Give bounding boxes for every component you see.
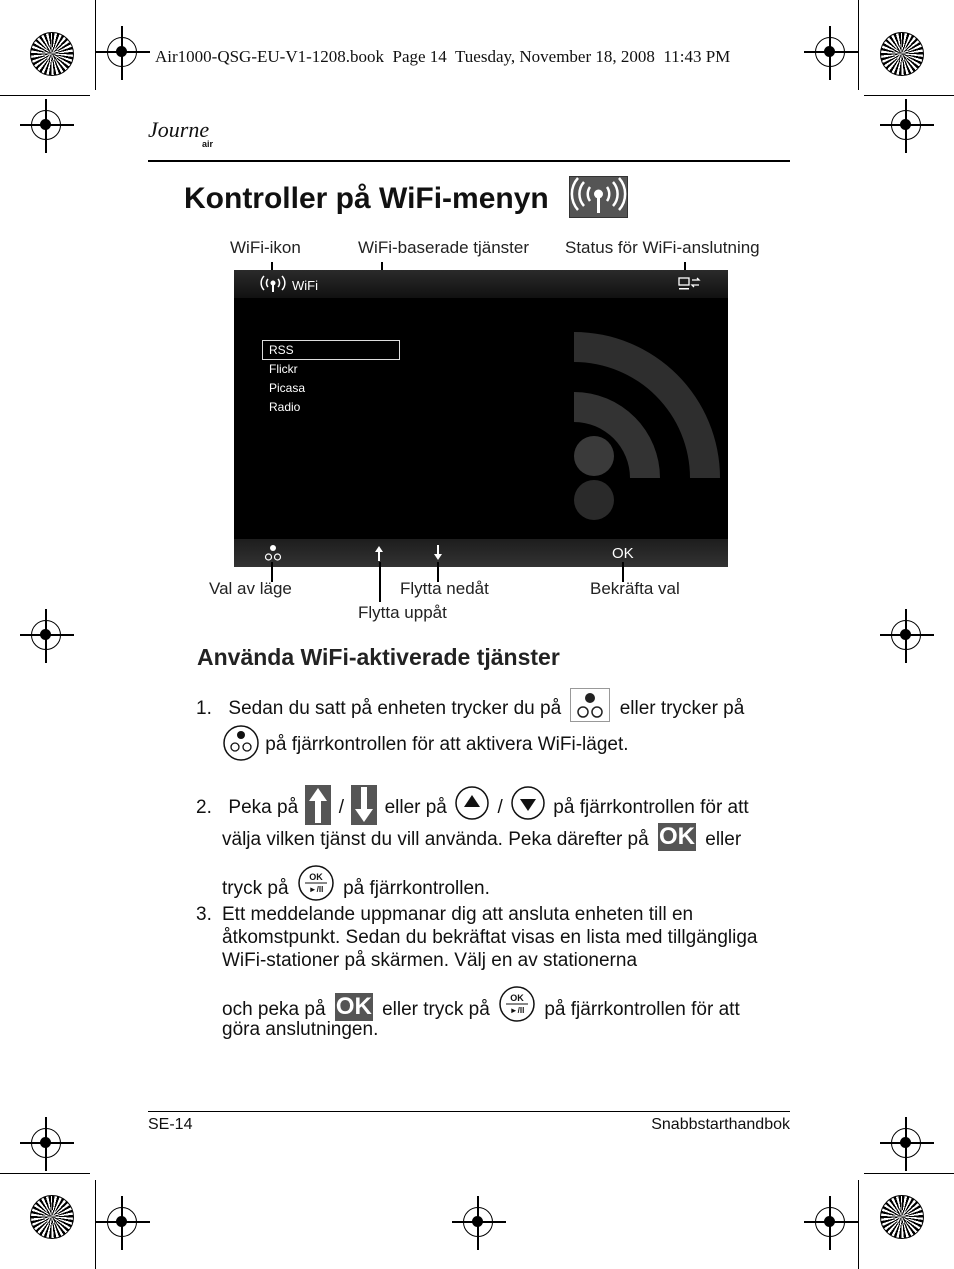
registration-mark [891,1128,921,1158]
step-text: och peka på [222,999,326,1021]
mode-button-icon [570,688,610,722]
remote-ok-top-text: OK [510,993,524,1003]
menu-item-flickr[interactable] [262,360,400,379]
mode-select-icon [264,544,282,562]
header-rule [148,160,790,162]
registration-mark [891,110,921,140]
arrow-down-icon [433,545,443,561]
step-text: tryck på [222,878,289,900]
step-number: 3. [196,904,212,925]
step-text: eller trycker på [619,698,745,720]
menu-item-rss[interactable] [262,340,400,360]
callout-move-down: Flytta nedåt [400,579,489,598]
registration-mark [891,620,921,650]
callout-wifi-icon: WiFi-ikon [230,238,301,257]
callout-move-up: Flytta uppåt [358,603,447,622]
step-text: välja vilken tjänst du vill använda. Peka därefter på [222,829,649,851]
remote-ok-bottom-text: ►/II [509,1006,525,1015]
callout-wifi-status: Status för WiFi-anslutning [565,238,760,257]
registration-mark [31,620,61,650]
screen-ok-label: OK [612,545,634,562]
color-target-mark [30,1195,74,1239]
ok-button-icon [658,823,696,851]
page-number: SE-14 [148,1116,193,1133]
step-text: Peka på [228,797,299,819]
step-text: eller på [384,797,447,819]
screen-title: WiFi [292,278,318,293]
step-text: göra anslutningen. [222,1019,379,1040]
menu-item-label: Radio [269,400,301,414]
menu-item-label: Flickr [269,362,298,376]
remote-down-button-icon [510,785,546,821]
remote-ok-button-icon [297,864,335,902]
ok-button-label: OK [335,993,372,1020]
logo-script: Journe [148,117,210,142]
step-text: / [497,797,503,819]
pointer-line [379,562,381,602]
wifi-background-graphic [564,330,728,540]
print-info-header: Air1000-QSG-EU-V1-1208.book Page 14 Tuesday, November 18, 2008 11:43 PM [155,47,731,66]
registration-mark [107,37,137,67]
wifi-service-list [262,340,400,417]
wifi-mode-icon [569,176,628,218]
logo-sub: air [202,139,214,149]
step-text: på fjärrkontrollen för att aktivera WiFi-läget. [265,734,629,756]
registration-mark [31,1128,61,1158]
callout-confirm: Bekräfta val [590,579,680,598]
page-title-text: Kontroller på WiFi-menyn [184,182,549,215]
registration-mark [107,1207,137,1237]
screen-wifi-icon [258,275,288,293]
arrow-up-icon [374,545,384,561]
color-target-mark [880,1195,924,1239]
screen-bottom-bar [234,539,728,567]
arrow-up-button-icon [305,785,331,825]
menu-item-picasa[interactable] [262,379,400,398]
registration-mark [815,1207,845,1237]
callout-wifi-services: WiFi-baserade tjänster [358,238,530,257]
step-text: / [338,797,344,819]
arrow-down-button-icon [351,785,377,825]
step-text: på fjärrkontrollen. [343,878,490,900]
step-text: eller [705,829,742,851]
step-number: 2. [196,797,212,819]
footer-doc-title: Snabbstarthandbok [651,1116,790,1133]
footer-rule [148,1111,790,1112]
remote-ok-top-text: OK [309,872,323,882]
step-text: på fjärrkontrollen för att [553,797,749,819]
step-text: eller tryck på [382,999,490,1021]
step-text: Ett meddelande uppmanar dig att ansluta enheten till en åtkomstpunkt. Sedan du bekräftat visas en lista med tillgängliga WiFi-stationer på skärmen. Välj en av stationerna [222,904,758,971]
connection-status-icon [678,276,702,292]
step-text: på fjärrkontrollen för att [544,999,740,1021]
remote-mode-button-icon [222,724,260,762]
menu-item-label: RSS [269,343,294,357]
remote-ok-bottom-text: ►/II [308,885,324,894]
journe-logo [148,117,238,161]
step-text: Sedan du satt på enheten trycker du på [228,698,562,720]
menu-item-label: Picasa [269,381,306,395]
remote-up-button-icon [454,785,490,821]
remote-ok-button-icon [498,985,536,1023]
menu-item-radio[interactable] [262,398,400,417]
step-number: 1. [196,698,212,720]
ok-button-icon [335,993,373,1021]
ok-button-label: OK [658,823,695,850]
device-screen [234,270,728,567]
registration-mark [463,1207,493,1237]
color-target-mark [30,32,74,76]
page-title [184,182,549,216]
callout-mode-select: Val av läge [209,579,292,598]
color-target-mark [880,32,924,76]
registration-mark [31,110,61,140]
section-title: Använda WiFi-aktiverade tjänster [197,644,560,670]
registration-mark [815,37,845,67]
